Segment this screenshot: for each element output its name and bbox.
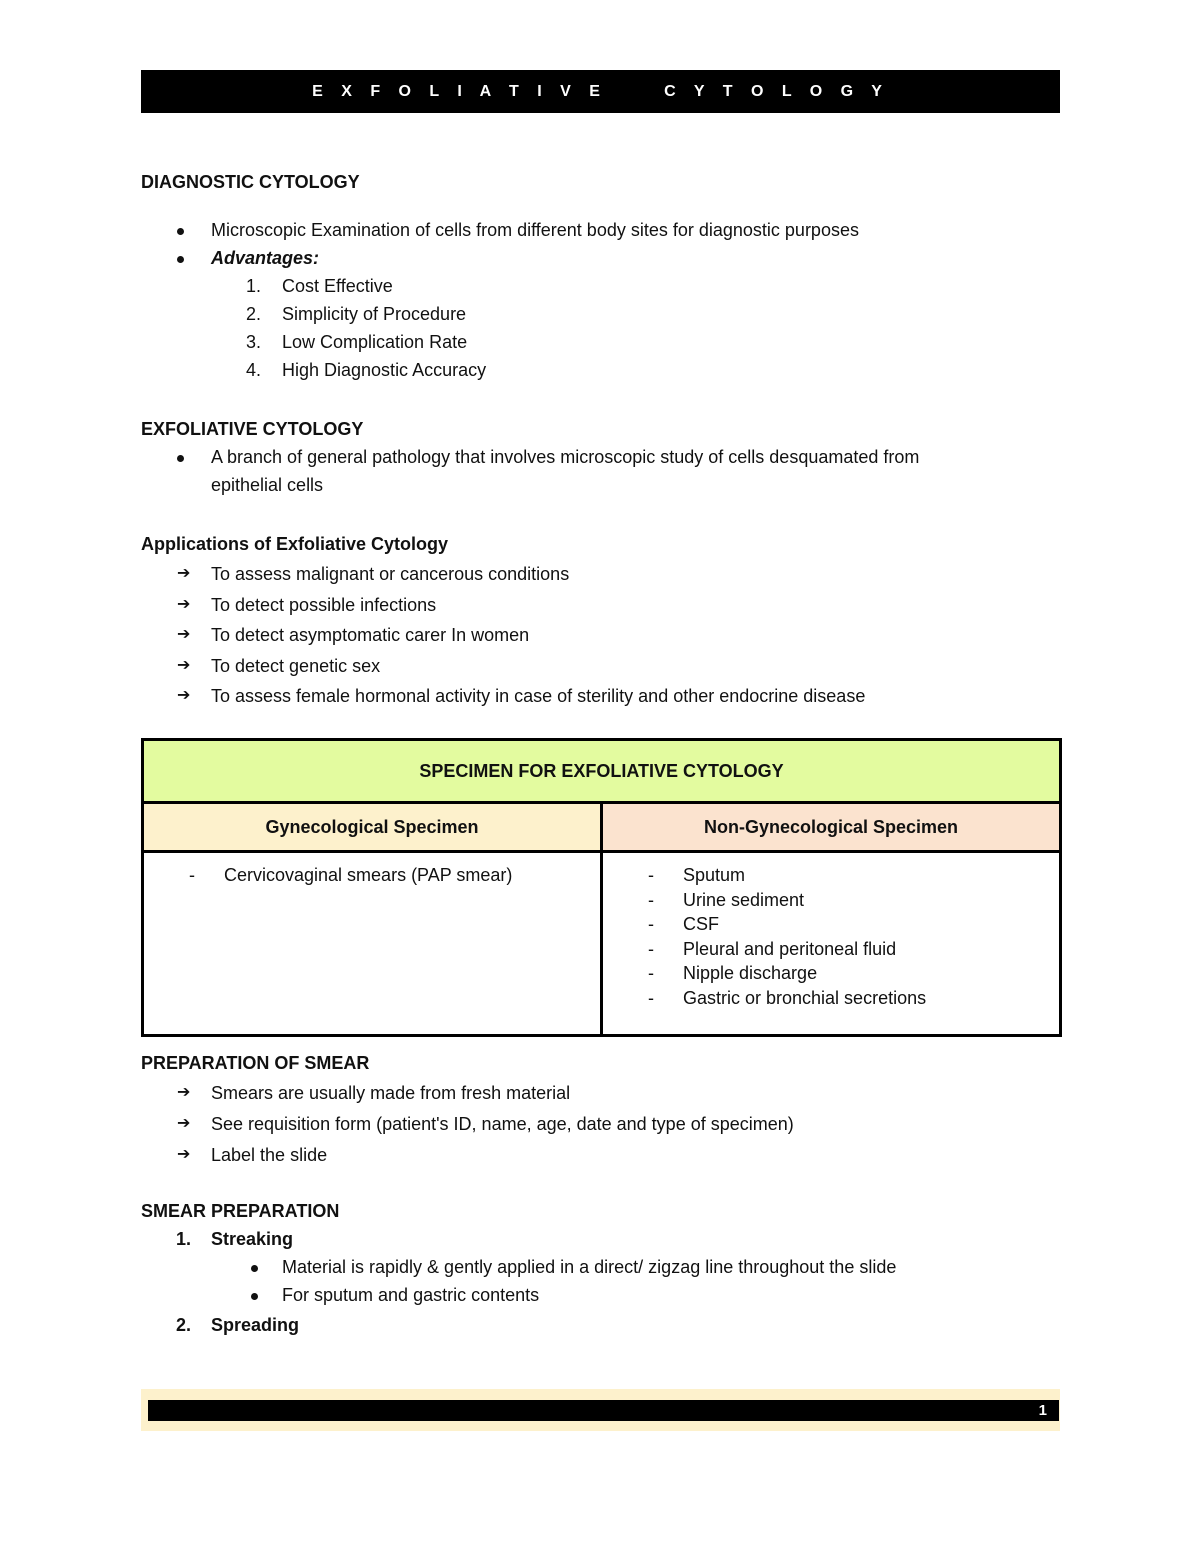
bullet-icon xyxy=(177,455,184,462)
column-header-non-gynecological: Non-Gynecological Specimen xyxy=(602,803,1061,852)
list-item: ➔ To detect genetic sex xyxy=(141,651,448,682)
arrow-icon: ➔ xyxy=(177,1084,191,1101)
smear-preparation-section xyxy=(141,1197,897,1339)
numbered-item: 4. High Diagnostic Accuracy xyxy=(246,360,487,380)
column-header-gynecological: Gynecological Specimen xyxy=(143,803,602,852)
list-item: Advantages: xyxy=(141,244,360,272)
exfoliative-section xyxy=(141,415,920,499)
page-number: 1 xyxy=(1038,1402,1047,1419)
bullet-icon xyxy=(177,256,184,263)
list-item: ➔ Smears are usually made from fresh material xyxy=(141,1079,369,1110)
arrow-icon: ➔ xyxy=(177,687,191,704)
section-heading: EXFOLIATIVE CYTOLOGY xyxy=(141,419,364,439)
preparation-section xyxy=(141,1049,794,1172)
header-bar xyxy=(141,70,1060,113)
numbered-item: 3. Low Complication Rate xyxy=(246,332,468,352)
table-title: SPECIMEN FOR EXFOLIATIVE CYTOLOGY xyxy=(143,740,1061,803)
table-list-item: - Gastric or bronchial secretions xyxy=(648,987,927,1008)
bullet-icon xyxy=(177,228,184,235)
table-list-item: - Sputum xyxy=(648,865,746,885)
bullet-icon xyxy=(251,1265,258,1272)
non-gynecological-cell xyxy=(602,852,1061,1036)
table-list-item: - Pleural and peritoneal fluid xyxy=(648,938,897,959)
list-item-continuation: epithelial cells xyxy=(211,475,324,495)
list-item: A branch of general pathology that involves microscopic study of cells desquamated from xyxy=(141,443,363,471)
diagnostic-section xyxy=(141,168,859,384)
table-list-item: - Cervicovaginal smears (PAP smear) xyxy=(189,865,513,885)
table-list-item: - CSF xyxy=(648,914,719,934)
list-item: Material is rapidly & gently applied in a direct/ zigzag line throughout the slide xyxy=(141,1253,339,1281)
arrow-icon: ➔ xyxy=(177,565,191,582)
section-heading: Applications of Exfoliative Cytology xyxy=(141,534,449,554)
list-item: ➔ To assess malignant or cancerous conditions xyxy=(141,559,448,590)
numbered-item: 2. Simplicity of Procedure xyxy=(246,304,467,324)
arrow-icon: ➔ xyxy=(177,1115,191,1132)
footer-bar xyxy=(148,1400,1059,1421)
section-heading: PREPARATION OF SMEAR xyxy=(141,1053,370,1073)
table-list-item: - Urine sediment xyxy=(648,889,805,910)
arrow-icon: ➔ xyxy=(177,656,191,674)
list-item: ➔ To detect possible infections xyxy=(141,590,448,621)
table-list-item: - Nipple discharge xyxy=(648,963,818,983)
specimen-table xyxy=(141,738,1062,1037)
numbered-item: 1. Streaking xyxy=(176,1229,294,1249)
list-item: ➔ Label the slide xyxy=(141,1141,369,1172)
section-heading: SMEAR PREPARATION xyxy=(141,1201,340,1221)
list-item: ➔ To detect asymptomatic carer In women xyxy=(141,620,448,651)
header-title: E X F O L I A T I V E C Y T O L O G Y xyxy=(312,82,889,100)
list-item: For sputum and gastric contents xyxy=(141,1281,339,1309)
numbered-item: 2. Spreading xyxy=(176,1315,300,1335)
section-heading: DIAGNOSTIC CYTOLOGY xyxy=(141,172,360,192)
arrow-icon: ➔ xyxy=(177,626,191,643)
bullet-icon xyxy=(251,1293,258,1300)
list-item: ➔ To assess female hormonal activity in case of sterility and other endocrine disease xyxy=(141,681,448,712)
applications-section xyxy=(141,529,866,712)
numbered-item: 1. Cost Effective xyxy=(246,276,393,296)
list-item: ➔ See requisition form (patient's ID, name, age, date and type of specimen) xyxy=(141,1110,369,1141)
gynecological-cell xyxy=(143,852,602,1036)
arrow-icon: ➔ xyxy=(177,595,191,613)
arrow-icon: ➔ xyxy=(177,1146,191,1163)
list-item: Microscopic Examination of cells from different body sites for diagnostic purposes xyxy=(141,216,360,244)
